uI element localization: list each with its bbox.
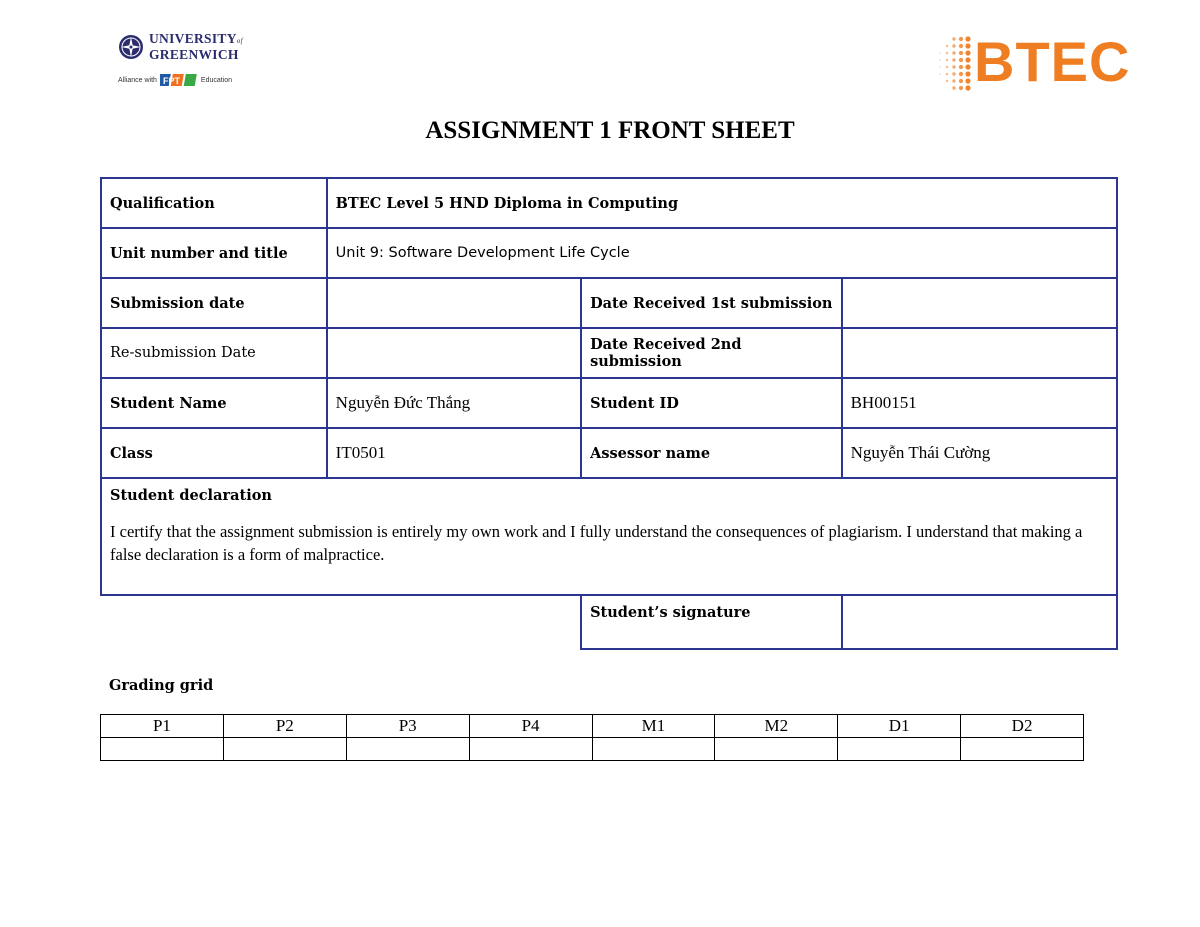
- qualification-row: [101, 178, 1117, 228]
- grade-header: P1: [101, 715, 224, 738]
- grade-header: P2: [223, 715, 346, 738]
- signature-row: [101, 595, 1117, 649]
- grading-grid-title: Grading grid: [109, 677, 214, 694]
- assessor-label: Assessor name: [581, 428, 842, 478]
- grade-cell[interactable]: [469, 738, 592, 761]
- student-id-field[interactable]: BH00151: [842, 378, 1117, 428]
- submission-row: [101, 278, 1117, 328]
- grade-header: M1: [592, 715, 715, 738]
- alliance-line: Alliance with FPT Education: [118, 73, 248, 87]
- unit-value[interactable]: Unit 9: Software Development Life Cycle: [327, 228, 1117, 278]
- grade-cell[interactable]: [715, 738, 838, 761]
- grade-cell[interactable]: [223, 738, 346, 761]
- class-row: [101, 428, 1117, 478]
- qualification-value[interactable]: BTEC Level 5 HND Diploma in Computing: [327, 178, 1117, 228]
- class-field[interactable]: IT0501: [327, 428, 581, 478]
- svg-text:FPT: FPT: [162, 76, 180, 86]
- signature-field[interactable]: [842, 595, 1117, 649]
- student-id-label: Student ID: [581, 378, 842, 428]
- student-row: [101, 378, 1117, 428]
- front-sheet-table: [100, 177, 1118, 650]
- class-label: Class: [101, 428, 327, 478]
- declaration-row: [101, 478, 1117, 595]
- submission-date-field[interactable]: [327, 278, 581, 328]
- grade-cell[interactable]: [346, 738, 469, 761]
- grade-header: D2: [961, 715, 1084, 738]
- date-received-1-label: Date Received 1st submission: [581, 278, 842, 328]
- unit-label: Unit number and title: [101, 228, 327, 278]
- unit-row: [101, 228, 1117, 278]
- resubmission-row: [101, 328, 1117, 378]
- grade-header: P4: [469, 715, 592, 738]
- university-seal-icon: [118, 34, 144, 60]
- student-declaration: [101, 478, 1117, 595]
- page-title: ASSIGNMENT 1 FRONT SHEET: [425, 117, 795, 144]
- fpt-logo-icon: [160, 73, 198, 87]
- student-name-field[interactable]: Nguyễn Đức Thắng: [327, 378, 581, 428]
- signature-label: Student’s signature: [581, 595, 842, 649]
- grade-header: P3: [346, 715, 469, 738]
- declaration-text: I certify that the assignment submission is entirely my own work and I fully understand the consequences of plagiarism. I understand that making a false declaration is a form of malpractice.: [110, 522, 1083, 564]
- btec-logo: [936, 30, 1131, 93]
- declaration-title: Student declaration: [110, 487, 272, 504]
- grading-grid: [100, 714, 1084, 761]
- grading-value-row: [101, 738, 1084, 761]
- grade-header: M2: [715, 715, 838, 738]
- date-received-2-field[interactable]: [842, 328, 1117, 378]
- signature-spacer: [101, 595, 581, 649]
- grade-header: D1: [838, 715, 961, 738]
- grade-cell[interactable]: [101, 738, 224, 761]
- university-name: UNIVERSITYof GREENWICH: [149, 31, 243, 62]
- resubmission-date-field[interactable]: [327, 328, 581, 378]
- qualification-label: Qualification: [101, 178, 327, 228]
- btec-dots-icon: [936, 35, 976, 91]
- grade-cell[interactable]: [592, 738, 715, 761]
- university-of-greenwich-logo: [118, 32, 248, 92]
- btec-wordmark: BTEC: [974, 30, 1131, 93]
- date-received-1-field[interactable]: [842, 278, 1117, 328]
- student-name-label: Student Name: [101, 378, 327, 428]
- date-received-2-label: Date Received 2nd submission: [581, 328, 842, 378]
- submission-date-label: Submission date: [101, 278, 327, 328]
- grade-cell[interactable]: [838, 738, 961, 761]
- resubmission-date-label: Re-submission Date: [101, 328, 327, 378]
- grading-header-row: [101, 715, 1084, 738]
- assessor-field[interactable]: Nguyễn Thái Cường: [842, 428, 1117, 478]
- grade-cell[interactable]: [961, 738, 1084, 761]
